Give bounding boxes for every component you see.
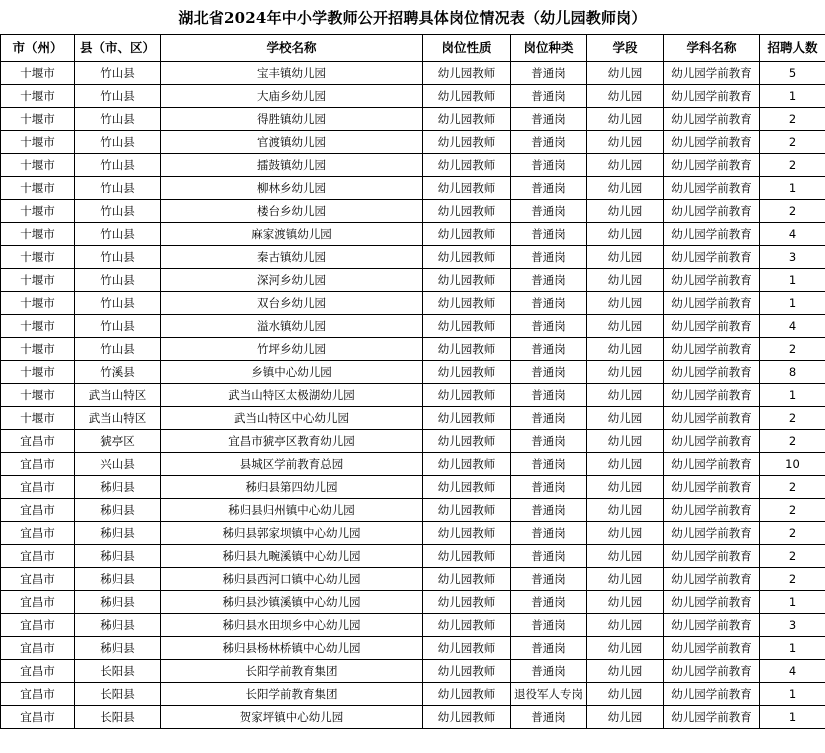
cell-stage: 幼儿园 [587, 568, 664, 591]
cell-school: 秭归县水田坝乡中心幼儿园 [161, 614, 423, 637]
header-row [1, 35, 825, 62]
cell-count: 2 [760, 545, 825, 568]
cell-stage: 幼儿园 [587, 660, 664, 683]
cell-count: 2 [760, 522, 825, 545]
cell-city: 十堰市 [1, 361, 75, 384]
cell-school: 秦古镇幼儿园 [161, 246, 423, 269]
cell-kind: 普通岗 [511, 269, 587, 292]
cell-county: 竹山县 [75, 62, 161, 85]
cell-kind: 普通岗 [511, 131, 587, 154]
cell-stage: 幼儿园 [587, 476, 664, 499]
sheet-title: 湖北省2024年中小学教师公开招聘具体岗位情况表（幼儿园教师岗） [178, 8, 647, 27]
cell-subject: 幼儿园学前教育 [664, 660, 760, 683]
cell-nature: 幼儿园教师 [423, 614, 511, 637]
cell-count: 2 [760, 131, 825, 154]
cell-nature: 幼儿园教师 [423, 683, 511, 706]
cell-city: 十堰市 [1, 315, 75, 338]
cell-county: 秭归县 [75, 499, 161, 522]
cell-school: 县城区学前教育总园 [161, 453, 423, 476]
cell-count: 2 [760, 499, 825, 522]
cell-nature: 幼儿园教师 [423, 545, 511, 568]
cell-stage: 幼儿园 [587, 131, 664, 154]
cell-school: 得胜镇幼儿园 [161, 108, 423, 131]
cell-kind: 普通岗 [511, 177, 587, 200]
cell-stage: 幼儿园 [587, 407, 664, 430]
cell-stage: 幼儿园 [587, 384, 664, 407]
cell-stage: 幼儿园 [587, 706, 664, 729]
cell-county: 竹山县 [75, 338, 161, 361]
cell-school: 贺家坪镇中心幼儿园 [161, 706, 423, 729]
cell-kind: 普通岗 [511, 246, 587, 269]
cell-count: 2 [760, 108, 825, 131]
table-row [1, 430, 825, 453]
table-row [1, 568, 825, 591]
cell-nature: 幼儿园教师 [423, 62, 511, 85]
cell-count: 2 [760, 430, 825, 453]
cell-school: 擂鼓镇幼儿园 [161, 154, 423, 177]
cell-school: 官渡镇幼儿园 [161, 131, 423, 154]
cell-county: 秭归县 [75, 637, 161, 660]
cell-count: 1 [760, 292, 825, 315]
cell-city: 宜昌市 [1, 591, 75, 614]
cell-count: 1 [760, 591, 825, 614]
cell-count: 2 [760, 568, 825, 591]
cell-subject: 幼儿园学前教育 [664, 62, 760, 85]
cell-subject: 幼儿园学前教育 [664, 269, 760, 292]
cell-stage: 幼儿园 [587, 85, 664, 108]
cell-subject: 幼儿园学前教育 [664, 430, 760, 453]
cell-count: 3 [760, 246, 825, 269]
cell-city: 宜昌市 [1, 453, 75, 476]
table-row [1, 246, 825, 269]
cell-kind: 普通岗 [511, 522, 587, 545]
cell-stage: 幼儿园 [587, 177, 664, 200]
table-row [1, 338, 825, 361]
cell-school: 秭归县郭家坝镇中心幼儿园 [161, 522, 423, 545]
cell-school: 秭归县沙镇溪镇中心幼儿园 [161, 591, 423, 614]
table-row [1, 683, 825, 706]
cell-county: 竹山县 [75, 200, 161, 223]
cell-city: 十堰市 [1, 292, 75, 315]
cell-kind: 普通岗 [511, 315, 587, 338]
cell-city: 宜昌市 [1, 545, 75, 568]
cell-kind: 普通岗 [511, 154, 587, 177]
cell-county: 秭归县 [75, 614, 161, 637]
cell-stage: 幼儿园 [587, 545, 664, 568]
cell-stage: 幼儿园 [587, 62, 664, 85]
positions-table [0, 34, 825, 729]
cell-city: 宜昌市 [1, 706, 75, 729]
col-city-header: 市（州） [1, 35, 75, 62]
table-row [1, 108, 825, 131]
cell-count: 4 [760, 315, 825, 338]
cell-county: 竹山县 [75, 154, 161, 177]
cell-stage: 幼儿园 [587, 223, 664, 246]
cell-stage: 幼儿园 [587, 683, 664, 706]
cell-stage: 幼儿园 [587, 315, 664, 338]
cell-city: 十堰市 [1, 246, 75, 269]
cell-kind: 普通岗 [511, 614, 587, 637]
col-subject-header: 学科名称 [664, 35, 760, 62]
cell-nature: 幼儿园教师 [423, 407, 511, 430]
cell-city: 十堰市 [1, 338, 75, 361]
cell-count: 4 [760, 660, 825, 683]
cell-nature: 幼儿园教师 [423, 637, 511, 660]
cell-subject: 幼儿园学前教育 [664, 315, 760, 338]
cell-kind: 普通岗 [511, 476, 587, 499]
col-school-header: 学校名称 [161, 35, 423, 62]
cell-nature: 幼儿园教师 [423, 292, 511, 315]
cell-kind: 普通岗 [511, 361, 587, 384]
cell-city: 宜昌市 [1, 660, 75, 683]
cell-subject: 幼儿园学前教育 [664, 522, 760, 545]
cell-kind: 普通岗 [511, 292, 587, 315]
cell-county: 秭归县 [75, 545, 161, 568]
cell-nature: 幼儿园教师 [423, 476, 511, 499]
cell-kind: 普通岗 [511, 453, 587, 476]
cell-county: 长阳县 [75, 706, 161, 729]
table-row [1, 407, 825, 430]
cell-count: 2 [760, 154, 825, 177]
cell-count: 1 [760, 637, 825, 660]
cell-count: 1 [760, 85, 825, 108]
cell-county: 竹溪县 [75, 361, 161, 384]
cell-subject: 幼儿园学前教育 [664, 177, 760, 200]
cell-subject: 幼儿园学前教育 [664, 407, 760, 430]
cell-county: 秭归县 [75, 591, 161, 614]
table-row [1, 177, 825, 200]
cell-nature: 幼儿园教师 [423, 154, 511, 177]
cell-subject: 幼儿园学前教育 [664, 476, 760, 499]
cell-county: 竹山县 [75, 246, 161, 269]
cell-kind: 退役军人专岗 [511, 683, 587, 706]
cell-kind: 普通岗 [511, 545, 587, 568]
cell-county: 长阳县 [75, 683, 161, 706]
cell-subject: 幼儿园学前教育 [664, 246, 760, 269]
table-row [1, 292, 825, 315]
cell-subject: 幼儿园学前教育 [664, 453, 760, 476]
cell-kind: 普通岗 [511, 430, 587, 453]
cell-kind: 普通岗 [511, 223, 587, 246]
cell-stage: 幼儿园 [587, 108, 664, 131]
cell-kind: 普通岗 [511, 660, 587, 683]
cell-county: 武当山特区 [75, 407, 161, 430]
cell-county: 竹山县 [75, 85, 161, 108]
cell-nature: 幼儿园教师 [423, 223, 511, 246]
cell-school: 秭归县第四幼儿园 [161, 476, 423, 499]
table-row [1, 522, 825, 545]
table-row [1, 315, 825, 338]
cell-county: 兴山县 [75, 453, 161, 476]
cell-subject: 幼儿园学前教育 [664, 131, 760, 154]
cell-county: 竹山县 [75, 315, 161, 338]
cell-nature: 幼儿园教师 [423, 361, 511, 384]
cell-stage: 幼儿园 [587, 361, 664, 384]
cell-kind: 普通岗 [511, 568, 587, 591]
table-row [1, 269, 825, 292]
table-row [1, 85, 825, 108]
cell-subject: 幼儿园学前教育 [664, 361, 760, 384]
cell-county: 竹山县 [75, 292, 161, 315]
cell-school: 秭归县西河口镇中心幼儿园 [161, 568, 423, 591]
cell-count: 1 [760, 706, 825, 729]
cell-subject: 幼儿园学前教育 [664, 85, 760, 108]
cell-county: 秭归县 [75, 568, 161, 591]
table-row [1, 706, 825, 729]
cell-subject: 幼儿园学前教育 [664, 384, 760, 407]
cell-kind: 普通岗 [511, 384, 587, 407]
cell-kind: 普通岗 [511, 200, 587, 223]
cell-school: 长阳学前教育集团 [161, 660, 423, 683]
cell-kind: 普通岗 [511, 591, 587, 614]
cell-count: 2 [760, 200, 825, 223]
cell-nature: 幼儿园教师 [423, 660, 511, 683]
cell-subject: 幼儿园学前教育 [664, 614, 760, 637]
cell-city: 宜昌市 [1, 476, 75, 499]
cell-school: 宜昌市猇亭区教育幼儿园 [161, 430, 423, 453]
cell-nature: 幼儿园教师 [423, 706, 511, 729]
cell-stage: 幼儿园 [587, 292, 664, 315]
table-row [1, 614, 825, 637]
cell-stage: 幼儿园 [587, 269, 664, 292]
cell-city: 十堰市 [1, 407, 75, 430]
cell-city: 十堰市 [1, 223, 75, 246]
cell-kind: 普通岗 [511, 108, 587, 131]
cell-school: 溢水镇幼儿园 [161, 315, 423, 338]
cell-county: 竹山县 [75, 131, 161, 154]
col-county-header: 县（市、区） [75, 35, 161, 62]
cell-school: 楼台乡幼儿园 [161, 200, 423, 223]
cell-school: 大庙乡幼儿园 [161, 85, 423, 108]
cell-school: 武当山特区太极湖幼儿园 [161, 384, 423, 407]
cell-city: 宜昌市 [1, 522, 75, 545]
table-row [1, 476, 825, 499]
table-row [1, 499, 825, 522]
cell-count: 2 [760, 338, 825, 361]
cell-kind: 普通岗 [511, 499, 587, 522]
cell-school: 柳林乡幼儿园 [161, 177, 423, 200]
cell-kind: 普通岗 [511, 637, 587, 660]
cell-city: 十堰市 [1, 269, 75, 292]
cell-city: 十堰市 [1, 154, 75, 177]
cell-school: 秭归县杨林桥镇中心幼儿园 [161, 637, 423, 660]
cell-school: 麻家渡镇幼儿园 [161, 223, 423, 246]
cell-school: 秭归县九畹溪镇中心幼儿园 [161, 545, 423, 568]
cell-stage: 幼儿园 [587, 200, 664, 223]
cell-nature: 幼儿园教师 [423, 131, 511, 154]
col-count-header: 招聘人数 [760, 35, 825, 62]
cell-stage: 幼儿园 [587, 522, 664, 545]
cell-nature: 幼儿园教师 [423, 384, 511, 407]
cell-nature: 幼儿园教师 [423, 315, 511, 338]
cell-nature: 幼儿园教师 [423, 453, 511, 476]
cell-city: 十堰市 [1, 62, 75, 85]
cell-subject: 幼儿园学前教育 [664, 637, 760, 660]
cell-count: 1 [760, 384, 825, 407]
cell-stage: 幼儿园 [587, 154, 664, 177]
cell-subject: 幼儿园学前教育 [664, 568, 760, 591]
cell-nature: 幼儿园教师 [423, 522, 511, 545]
cell-count: 2 [760, 407, 825, 430]
cell-nature: 幼儿园教师 [423, 430, 511, 453]
cell-city: 十堰市 [1, 131, 75, 154]
cell-school: 双台乡幼儿园 [161, 292, 423, 315]
cell-count: 1 [760, 269, 825, 292]
cell-county: 竹山县 [75, 223, 161, 246]
cell-city: 宜昌市 [1, 637, 75, 660]
cell-subject: 幼儿园学前教育 [664, 338, 760, 361]
cell-county: 竹山县 [75, 177, 161, 200]
cell-county: 长阳县 [75, 660, 161, 683]
cell-city: 宜昌市 [1, 568, 75, 591]
cell-city: 宜昌市 [1, 614, 75, 637]
cell-stage: 幼儿园 [587, 591, 664, 614]
col-kind-header: 岗位种类 [511, 35, 587, 62]
table-row [1, 660, 825, 683]
cell-count: 1 [760, 683, 825, 706]
cell-kind: 普通岗 [511, 338, 587, 361]
cell-county: 猇亭区 [75, 430, 161, 453]
table-row [1, 154, 825, 177]
cell-kind: 普通岗 [511, 706, 587, 729]
cell-subject: 幼儿园学前教育 [664, 292, 760, 315]
cell-subject: 幼儿园学前教育 [664, 223, 760, 246]
cell-count: 5 [760, 62, 825, 85]
cell-kind: 普通岗 [511, 407, 587, 430]
table-row [1, 545, 825, 568]
cell-subject: 幼儿园学前教育 [664, 683, 760, 706]
cell-subject: 幼儿园学前教育 [664, 545, 760, 568]
cell-subject: 幼儿园学前教育 [664, 591, 760, 614]
cell-school: 武当山特区中心幼儿园 [161, 407, 423, 430]
cell-school: 秭归县归州镇中心幼儿园 [161, 499, 423, 522]
cell-subject: 幼儿园学前教育 [664, 200, 760, 223]
cell-city: 十堰市 [1, 384, 75, 407]
col-nature-header: 岗位性质 [423, 35, 511, 62]
table-row [1, 223, 825, 246]
cell-nature: 幼儿园教师 [423, 177, 511, 200]
cell-stage: 幼儿园 [587, 499, 664, 522]
cell-school: 竹坪乡幼儿园 [161, 338, 423, 361]
table-row [1, 361, 825, 384]
table-body [1, 62, 825, 729]
cell-count: 3 [760, 614, 825, 637]
cell-nature: 幼儿园教师 [423, 591, 511, 614]
table-row [1, 131, 825, 154]
cell-nature: 幼儿园教师 [423, 85, 511, 108]
cell-county: 秭归县 [75, 476, 161, 499]
cell-city: 宜昌市 [1, 430, 75, 453]
cell-school: 乡镇中心幼儿园 [161, 361, 423, 384]
table-row [1, 591, 825, 614]
cell-city: 十堰市 [1, 85, 75, 108]
cell-stage: 幼儿园 [587, 614, 664, 637]
cell-county: 秭归县 [75, 522, 161, 545]
cell-nature: 幼儿园教师 [423, 568, 511, 591]
cell-subject: 幼儿园学前教育 [664, 706, 760, 729]
table-row [1, 453, 825, 476]
cell-count: 8 [760, 361, 825, 384]
cell-county: 竹山县 [75, 269, 161, 292]
table-row [1, 62, 825, 85]
cell-city: 十堰市 [1, 200, 75, 223]
cell-nature: 幼儿园教师 [423, 246, 511, 269]
cell-count: 4 [760, 223, 825, 246]
cell-city: 宜昌市 [1, 683, 75, 706]
table-row [1, 384, 825, 407]
cell-nature: 幼儿园教师 [423, 499, 511, 522]
cell-stage: 幼儿园 [587, 453, 664, 476]
cell-nature: 幼儿园教师 [423, 108, 511, 131]
cell-city: 宜昌市 [1, 499, 75, 522]
cell-city: 十堰市 [1, 177, 75, 200]
cell-subject: 幼儿园学前教育 [664, 108, 760, 131]
cell-school: 长阳学前教育集团 [161, 683, 423, 706]
cell-kind: 普通岗 [511, 62, 587, 85]
col-stage-header: 学段 [587, 35, 664, 62]
cell-subject: 幼儿园学前教育 [664, 154, 760, 177]
cell-stage: 幼儿园 [587, 430, 664, 453]
cell-stage: 幼儿园 [587, 637, 664, 660]
cell-city: 十堰市 [1, 108, 75, 131]
cell-nature: 幼儿园教师 [423, 200, 511, 223]
cell-stage: 幼儿园 [587, 338, 664, 361]
cell-kind: 普通岗 [511, 85, 587, 108]
cell-count: 1 [760, 177, 825, 200]
cell-nature: 幼儿园教师 [423, 269, 511, 292]
table-row [1, 637, 825, 660]
cell-count: 2 [760, 476, 825, 499]
cell-nature: 幼儿园教师 [423, 338, 511, 361]
cell-stage: 幼儿园 [587, 246, 664, 269]
cell-county: 竹山县 [75, 108, 161, 131]
cell-count: 10 [760, 453, 825, 476]
cell-subject: 幼儿园学前教育 [664, 499, 760, 522]
table-row [1, 200, 825, 223]
cell-county: 武当山特区 [75, 384, 161, 407]
cell-school: 宝丰镇幼儿园 [161, 62, 423, 85]
cell-school: 深河乡幼儿园 [161, 269, 423, 292]
